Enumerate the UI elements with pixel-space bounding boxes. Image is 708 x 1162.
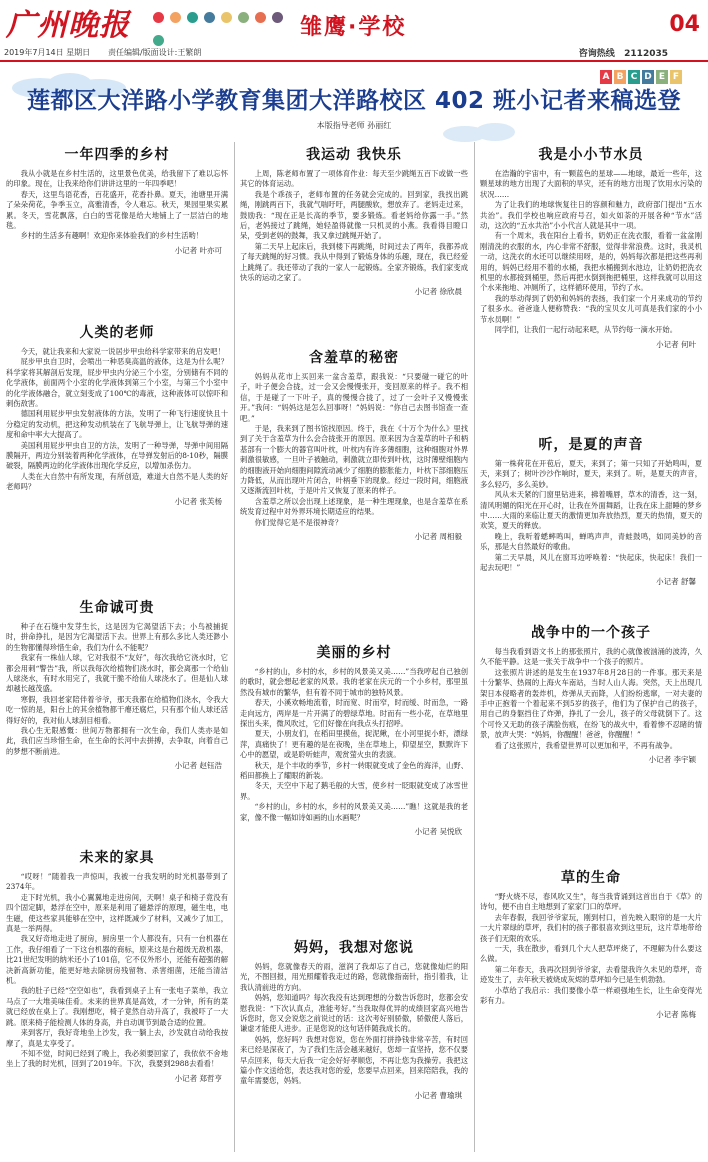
dot-icon [153,12,164,23]
article-body [480,459,702,573]
article-teacher [6,322,228,507]
badge-letter: E [656,70,668,84]
paragraph: 我家有一株仙人球，它对我很不“友好”，每次我给它浇水时，它都会用刺“警告”我，所以我每次给植物们浇水时，都会离那一个给仙人球浇水，有时水用完了，我就干脆不给仙人球浇水了。但是仙人球却越长越茂盛。 [6,653,228,694]
section-name: 雏鹰·学校 [300,15,407,40]
article-author: 小记者 舒馨 [656,577,696,587]
article-title: 未来的家具 [79,850,155,866]
article-sport [240,144,468,297]
dot-icon [221,12,232,23]
paragraph: 去年春假，我回爷爷家玩，刚到村口，首先映入眼帘的是一大片一大片翠绿的草坪，我们村的孩子都很喜欢到这里玩，这片草地带给孩子们无限的欢乐。 [480,912,702,943]
newspaper-logo: 广州晚报 [6,8,130,43]
paragraph: 第一株荷花在开苞后，夏天，来到了；第一只知了开始鸣叫，夏天，来到了；树叶沙沙作响时，夏天，来到了。听，是夏天的声音，多么轻巧，多么美妙。 [480,459,702,489]
paragraph: 秋天，是个丰收的季节，乡村一转眼就变成了金色的海洋，山野、稻田都换上了耀眼的新装。 [240,760,468,781]
dot-icon [187,12,198,23]
article-author: 小记者 徐欣晨 [414,287,462,297]
paragraph: 人类在大自然中有所发现，有所创造，难道大自然不是人类的好老师吗？ [6,471,228,492]
info-bar [0,46,708,62]
article-author: 小记者 周相毅 [414,532,462,542]
article-author: 小记者 赵钰浩 [174,761,222,771]
paragraph: 乡村的生活多有趣啊！欢迎你来体验我们的乡村生活哟！ [20,231,204,241]
article-body [240,962,468,1087]
paragraph: 第二天早晨，风儿在窗耳边呼唤着：“快起床，快起床！我们一起去玩吧！” [480,552,702,573]
paragraph: 春天，小溪欢畅地流着，时而宽、时而窄，时而缓、时而急，一路走向远方，两岸是一片开满了的碧绿草地。时而有一些小花，在草地里探出头来，微风吹过，它们好像在向我点头打招呼。 [240,698,468,729]
article-title: 战争中的一个孩子 [531,625,651,641]
paragraph: 为了让我们的地球恢复往日的容颜和魅力，政府部门提出“五水共治”。我们学校也响应政府号召，如火如荼的开展各种“节水”活动，这次的“五水共治”小小代言人就是其中一项。 [480,200,702,231]
paragraph: 含羞草之所以会出现上述现象，是一种生理现象，也是含羞草在系统发育过程中对外界环境长期适应的结果。 [240,496,468,517]
paragraph: 同学们，让我们一起行动起来吧，从节约每一滴水开始。 [494,325,678,335]
page-number: 04 [669,12,700,37]
article-author: 小记者 何叶 [656,339,696,349]
paragraph: 每当我看到语文书上的那张照片，我的心就像被汹涌的波涛，久久不能平静。这是一张关于战争中一个孩子的照片。 [480,647,702,667]
article-body [480,169,702,336]
paragraph: 不知不觉，时间已经到了晚上，我必须要回家了，我依依不舍地坐上了我的时光机，回到了2019年。下次，我要到2988去看看！ [6,1048,228,1069]
article-body [480,647,702,751]
paragraph: “乡村的山，乡村的水，乡村的风景美又美……”瞧！这就是我的老家，像不像一幅如诗如画的山水画呢？ [240,802,468,822]
article-body [240,169,468,283]
paragraph: 第二年春天，我再次回到爷爷家，去看望我许久未见的草坪，奇迹发生了，去年秋天被烧成灰烬的草坪如今已是生机勃勃。 [480,964,702,985]
paragraph: 看了这张照片，我希望世界可以更加和平，不再有战争。 [494,740,678,750]
paragraph: “哎呀！”随着我一声惊叫，我被一台我发明的时光机器带到了2374年。 [6,872,228,892]
paragraph: 来到客厅，我好奇地坐上沙发，我一躺上去，沙发就自动给我按摩了，真是太享受了。 [6,1028,228,1048]
paragraph: 我从小就是在乡村生活的，这里景色优美，给我留下了难以忘怀的印象。现在，让我来给你们讲讲这里的一年四季吧！ [6,169,228,189]
paragraph: 有一个周末，我在阳台上看书，奶奶正在洗衣服，看着一盆盆刚刚清洗的衣服的水，内心非常不舒服，觉得非常浪费。这时，我灵机一动，这洗衣的水还可以继续用呀，是的，妈妈每次都是把这些再利用的，妈妈已经用不着的水桶，我把水桶搬到水池边，让奶奶把洗衣机里的水都接到桶里，然后再把水倒到拖把桶里，这样我就可以用这个水来拖地、冲厕所了，这样循环使用，节约了水。 [480,231,702,293]
article-title: 妈妈，我想对您说 [294,940,414,956]
article-body [6,169,228,242]
article-water [480,144,702,350]
article-title: 一年四季的乡村 [64,147,170,163]
paragraph: 今天，就让我来和大家说一说居步甲虫给科学家带来的启发吧！ [20,347,225,356]
paragraph: 春天，这里鸟语花香，百花盛开，花香扑鼻。夏天，池塘里开满了朵朵荷花，争季玉立，高雅清香，令人难忘。秋天，果园里果实累累。冬天，雪花飘落，白白的雪花像是给大地铺上了一层洁白的地毯。 [6,189,228,231]
paragraph: 我是个乖孩子，老师布置的任务就会完成的。回到家，我找出跳绳，刚跳两百下，我就气喘吁吁，两腿酸软，想放弃了。老妈走过来，鼓励我：“现在正是长高的季节，要多锻炼。看老妈给你露一手。”然后，老妈接过了跳绳，她轻盈得就像一只机灵的小燕。我看得目瞪口呆，受到老妈的鼓舞，我又拿过跳绳开始了。 [240,189,468,241]
article-author: 小记者 曹瑜琪 [414,1090,462,1100]
article-author: 小记者 郑哲亨 [174,1073,222,1083]
article-seasons [6,144,228,256]
paragraph: 冬天，天空中下起了鹅毛般的大雪，使乡村一眨眼就变成了冰雪世界。 [240,781,468,801]
article-mimosa [240,347,468,542]
paragraph: 你们觉得它是不是很神奇？ [254,517,343,527]
column-divider [474,142,475,1152]
paragraph: 妈妈，您好吗？我想对您说，您在外面打拼挣钱非常辛苦，有时回来已经是深夜了，为了我们生活会越来越好，您却一直坚持，您不仅要早点回来，每天大后我一定会好好孝顺您，不再让您为我操劳。我把这篇小作文送给您，表达我对您的爱，您要早点回来，回来陪陪我，我的童年需要您，妈妈。 [240,1034,468,1086]
article-title: 生命诚可贵 [79,600,155,616]
decorative-dots [150,8,290,36]
badge-letter: F [670,70,682,84]
paragraph: 晚上，我听着蟋蟀鸣叫，蝉鸣声声，青蛙鼓鸣，如同美妙的音乐，那是大自然最好的歌曲。 [480,531,702,552]
dot-icon [153,35,164,46]
article-author: 小记者 李宇颖 [648,755,696,765]
date-editor-line [4,47,201,58]
article-body [6,622,228,757]
badge-letter: B [614,70,626,84]
paragraph: 屁步甲虫自卫时，会喷出一种恶臭高温的液体，这是为什么呢？科学家将其解剖后发现，屁步甲虫内分泌三个小室，分别储有不同的化学液体，前面两个小室的化学液体到第三个小室，与第三个小室中的化学液体融合，就立刻变成了100℃的毒液，这种液体可以惊吓和刺伤敌害。 [6,357,228,409]
paragraph: 我的肚子已经“空空如也”，我看到桌子上有一张电子菜单，我立马点了一大堆美味佳肴。未来的世界真是高效，才一分钟，所有的菜就已经放在桌上了。我刚想吃，椅子竟然自动升高了，我被吓了一大跳。原来椅子能检测人体的身高，并自动调节到最合适的位置。 [6,986,228,1027]
paragraph: 于是，我来到了图书馆找原因。终于，我在《十万个为什么》里找到了关于含羞草为什么会合拢张开的原因。原来因为含羞草的叶子和柄基部有一个膨大的器官叫叶枕，叶枕内有许多薄细胞，这种细胞对外界刺激很敏感，一旦叶子被触动，刺激就立即传到叶枕，这时薄壁细胞内的细胞液开始向细胞间隙流动减少了细胞的膨胀能力，叶枕下部细胞压力降低，从而出现叶片闭合，叶柄垂下的现象。经过一段时间，细胞液又逐渐流回叶枕，于是叶片又恢复了原来的样子。 [240,424,468,496]
masthead [0,0,708,60]
article-author: 小记者 张芙杨 [174,496,222,506]
article-title: 含羞草的秘密 [309,350,399,366]
paragraph: 我又好奇地走进了厨房，厨房里一个人都没有，只有一台机器在工作，我仔细看了一下这台机器的商标，原来这是台超级无敌机器，比21世纪发明的纳米还小了101倍，它不仅外形小，还能有超强的解决新高新功能，能更好地去除厨房残留物、杀害细菌，还能当清洁机。 [6,934,228,986]
dot-icon [272,12,283,23]
article-title: 我是小小节水员 [538,147,644,163]
article-summer [480,434,702,587]
article-body [6,872,228,1070]
article-war-child [480,622,702,765]
paragraph: 妈妈，您知道吗？每次我没有达到理想的分数告诉您时，您都会安慰我说：“下次认真点，准能考好。”当我取得优异的成绩回家高兴地告诉您时，您又会说您之前说过的话：这次考好别骄傲，骄傲使人落后，谦虚才能使人进步。正是您说的这句话伴随我成长的。 [240,993,468,1034]
article-author: 小记者 叶亦可 [174,245,222,255]
article-title: 我运动 我快乐 [306,147,402,163]
paragraph: 寒假，我回老家陪伴着爷爷，那天我都在给植物们浇水，令我大吃一惊的是，阳台上的其余植物都干瘪还腐烂，只有那个仙人球还活得好好的，我对仙人球刮目相看。 [6,694,228,725]
paragraph: 在浩瀚的宇宙中，有一颗蓝色的星球——地球，最近一些年，这颗星球的地方出现了大面积的旱灾，还有的地方出现了饮用水污染的状况…… [480,169,702,199]
paragraph: 一天，我在散步，看到几个大人把草坪烧了，不理解为什么要这么做。 [480,944,702,964]
editor-line: 责任编辑/版面设计:王繁朗 [107,48,202,57]
badge-letter: A [600,70,612,84]
article-body [240,667,468,823]
paragraph: 小草给了我启示：我们要像小草一样顽强地生长，让生命变得光彩有力。 [480,985,702,1006]
paragraph: 夏天，小朋友们，在稻田里摸鱼，捉泥鳅，在小河里捉小虾，漂绿萍，真痛快了！更有趣的是在夜晚，坐在草地上，仰望星空，默默许下心中的愿望，或是聆听蛙声，观赏萤火虫的表演。 [240,729,468,760]
hotline [579,46,668,59]
article-body [240,372,468,528]
dot-icon [170,12,181,23]
column-divider [234,142,235,1152]
article-grass [480,867,702,1020]
article-village [240,642,468,837]
paragraph: 妈妈，您就像春天的雨，滋润了我却忘了自己，您就像灿烂的阳光，不图回报，用光照耀着我走过的路，您就像指南针，指引着我，让我认清前进的方向。 [240,962,468,992]
article-title: 草的生命 [561,870,621,886]
paragraph: 我心生无限感慨：世间万物都拥有一次生命，我们人类亦是如此，我们应当珍惜生命，在生命的长河中去拼搏，去争取，向着自己的梦想不断前进。 [6,726,228,756]
paragraph: 种子在石缝中发芽生长，这是因为它渴望活下去；小鸟被捕捉时，拼命挣扎，是因为它渴望活下去。世界上有那么多比人类还渺小的生物都懂得珍惜生命，我们为什么不能呢？ [6,622,228,652]
paragraph: 德国利用屁步甲虫发射液体的方法，发明了一种飞行速度快且十分稳定的发动机，把这种发动机装在了飞航导弹上，让飞航导弹的速度和命中率大大提高了。 [6,409,228,440]
article-life [6,597,228,771]
dot-icon [255,12,266,23]
article-title: 美丽的乡村 [316,645,392,661]
article-body [480,892,702,1006]
paragraph: 我的举动得到了奶奶和妈妈的表扬，我们家一个月来成功的节约了很多水。爸爸逢人便称赞我：“我的宝贝女儿可真是我们家的小小节水员啊！” [480,293,702,324]
paragraph: “乡村的山，乡村的水，乡村的风景美又美……”当我哼起自己独创的歌时，就会想起老家的风景。我的老家在庆元的一个小乡村，那里虽然没有城市的繁华，但有着不同于城市的独特风景。 [240,667,468,697]
badge-letter: C [628,70,640,84]
date-line: 2019年7月14日 星期日 [4,48,91,57]
paragraph: 妈妈从花市上买回来一盆含羞草，跟我说：“只要碰一碰它的叶子，叶子便会合拢，过一会又会慢慢张开，变回原来的样子。我不相信，于是碰了一下叶子，真的慢慢合拢了，过了一会叶子又慢慢张开。”我问：“妈妈这是怎么回事呀！”妈妈说：“你自己去图书馆查一查吧。” [240,372,468,423]
hotline-label: 咨询热线 [578,49,615,59]
badge-letter: D [642,70,654,84]
paragraph: 风从未天紧的门窗里钻进来，拂着嘴唇，草木的清香，这一刻，清风明媚的阳光在开心时，让我在外面舞蹈，让我在床上甜睡的梦乡中……大雨的来临让夏天的激情更加奔放热烈，夏天的热情，夏天的欢笑，夏天的释放。 [480,490,702,531]
paragraph: 走下时光机，我小心翼翼地走进房间，天啊！桌子和椅子竟没有四个固定脚，悬浮在空中，原来是利用了磁悬浮的原理，磁生电，电生磁，使这些家具能够在空中，这样既减少了材料，又减少了加工，真是一举两得。 [6,892,228,934]
paragraph: 这张照片讲述的是发生在1937年8月28日的一件事。那天来是十分繁华、热闹的上海火车南站，当时人山人海。突然，天上出现几架日本侵略者的轰炸机，炸弹从天而降，人们纷纷逃窜，一对夫妻的手中正抱着一个着起来不到5岁的孩子，他们为了保护自己的孩子，用自己的身躯挡住了炸弹，挣扎了一会儿，孩子的父母就倒下了。这个可怜又无助的孩子满脸伤痕，在纷飞的战火中，看着惨不忍睹的情景，放声大哭：“妈妈，你醒醒！爸爸，你醒醒！” [480,667,702,740]
hotline-number: 2112035 [624,49,668,59]
article-author: 小记者 吴悦欣 [414,827,462,837]
main-headline: 莲都区大洋路小学教育集团大洋路校区 402 班小记者来稿选登 [26,88,682,114]
byline: 本版指导老师 孙丽红 [316,121,392,130]
paragraph: “野火烧不尽，春风吹又生”，每当我背诵到这首出自于《草》的诗句，便不由自主地想到了家家门口的草坪。 [480,892,702,912]
headline-area [0,62,708,142]
dot-icon [204,12,215,23]
article-title: 人类的老师 [79,325,155,341]
dot-icon [238,12,249,23]
article-body [6,347,228,493]
paragraph: 美国利用屁步甲虫自卫的方法，发明了一种导弹，导弹中间用隔膜隔开，两边分别装着两种化学液体，在导弹发射后的8-10秒，隔膜破裂，隔膜两边的化学液体出现化学反应，以增加杀伤力。 [6,440,228,471]
article-furniture [6,847,228,1084]
article-title: 听，是夏的声音 [538,437,644,453]
abc-badges [600,64,700,80]
article-mother [240,937,468,1101]
paragraph: 上周，陈老师布置了一项体育作业：每天至少跳绳五百下或做一些其它的体育运动。 [240,169,468,189]
article-author: 小记者 陈梅 [656,1010,696,1020]
paragraph: 第二天早上起床后，我到楼下再跳绳，时间过去了两年，我都养成了每天跳绳的好习惯。我从中得到了锻炼身体的乐趣，现在，我已经爱上跳绳了。我还带动了我的一家人一起锻炼。全家齐锻炼，我们家变成快乐的运动之家了。 [240,241,468,283]
